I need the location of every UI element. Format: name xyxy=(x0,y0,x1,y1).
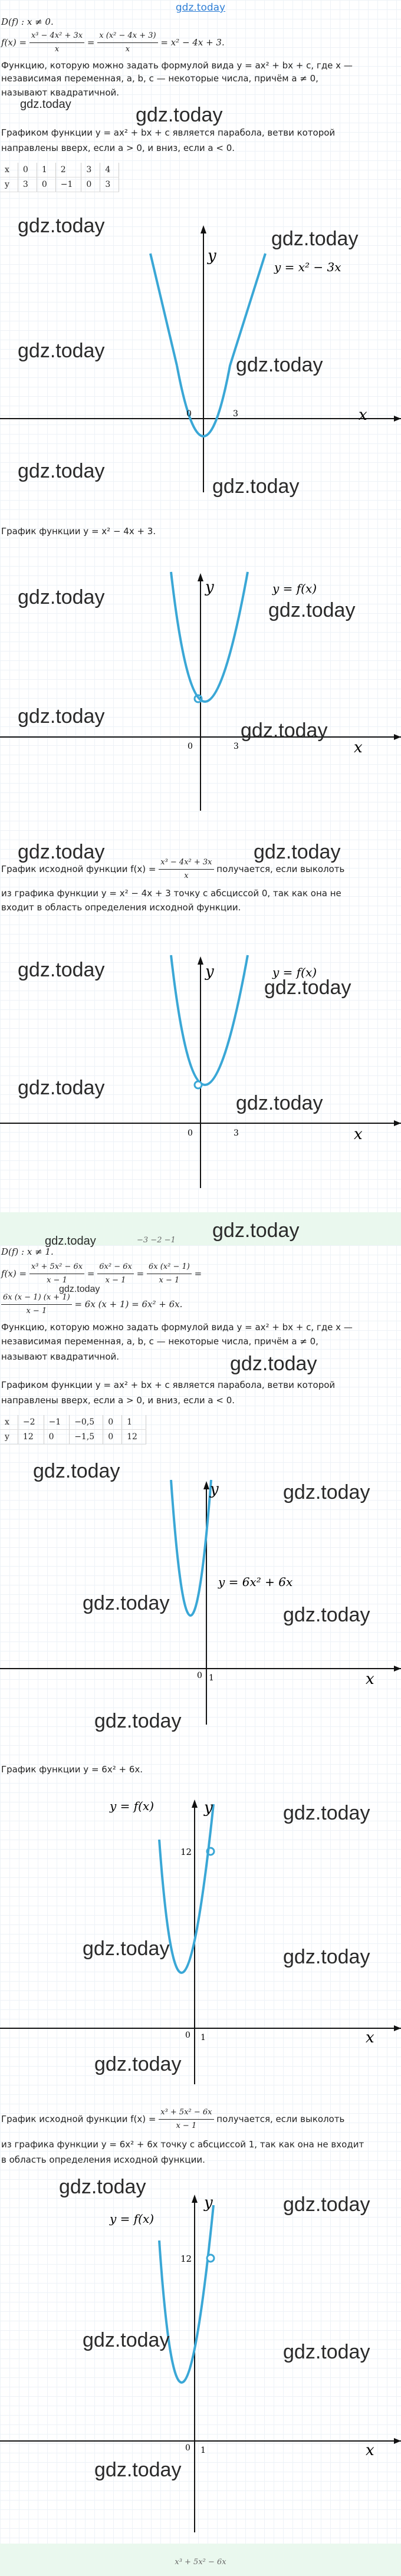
x-axis-arrow-icon xyxy=(394,1666,401,1672)
origin-label: 0 xyxy=(188,1129,193,1138)
y-axis-arrow-icon xyxy=(198,956,203,965)
table-cell: 12 xyxy=(122,1430,146,1445)
quadratic-definition-3: называют квадратичной. xyxy=(1,1351,120,1362)
quadratic-definition-2: независимая переменная, a, b, c — некоторые числа, причём a ≠ 0, xyxy=(1,73,318,84)
graph-5 xyxy=(0,1792,401,2087)
denominator: x xyxy=(184,871,189,880)
table-row-x xyxy=(0,163,119,177)
watermark: gdz.today xyxy=(83,1937,170,1960)
watermark: gdz.today xyxy=(18,215,105,237)
x-axis-label: x xyxy=(354,739,363,756)
x-axis-label: x xyxy=(354,1126,363,1143)
watermark: gdz.today xyxy=(18,586,105,608)
denominator: x − 1 xyxy=(26,1307,47,1315)
formula-prefix: f(x) = xyxy=(1,37,27,48)
table-cell: 1 xyxy=(122,1415,146,1430)
watermark: gdz.today xyxy=(18,841,105,863)
fraction xyxy=(97,29,157,56)
table-row-x xyxy=(0,1415,146,1430)
watermark: gdz.today xyxy=(45,1235,96,1248)
site-link[interactable]: gdz.today xyxy=(175,2,226,14)
x-axis-label: x xyxy=(366,2442,374,2459)
y-axis-arrow-icon xyxy=(192,1799,198,1808)
watermark: gdz.today xyxy=(136,104,223,126)
x-axis-arrow-icon xyxy=(394,734,401,740)
table-cell: 3 xyxy=(18,177,37,192)
table-cell: 0 xyxy=(103,1430,122,1445)
watermark: gdz.today xyxy=(268,599,356,621)
final-prefix: График исходной функции f(x) = xyxy=(1,864,156,874)
x-axis-label: x xyxy=(366,1670,374,1688)
tick-label: 1 xyxy=(200,2446,206,2455)
x-axis-arrow-icon xyxy=(394,2025,401,2031)
curve-label: y = x² − 3x xyxy=(274,260,341,274)
watermark: gdz.today xyxy=(283,1481,370,1504)
domain-line: D(f) : x ≠ 1. xyxy=(1,1246,54,1257)
watermark: gdz.today xyxy=(33,1460,120,1482)
caption-graph-5: График функции y = 6x² + 6x. xyxy=(1,1764,143,1775)
parabola-curve xyxy=(171,1480,211,1616)
final-statement-1 xyxy=(1,2106,344,2133)
table-cell: 3 xyxy=(100,177,119,192)
table-cell: 0 xyxy=(44,1430,70,1445)
numerator: x³ + 5x² − 6x xyxy=(29,1261,84,1274)
fraction xyxy=(29,1261,84,1287)
tick-label: 1 xyxy=(209,1673,214,1683)
watermark: gdz.today xyxy=(241,719,328,742)
watermark: gdz.today xyxy=(18,959,105,981)
graph-4 xyxy=(0,1474,401,1728)
watermark: gdz.today xyxy=(94,2053,182,2075)
table-cell: 0 xyxy=(103,1415,122,1430)
table-cell: 1 xyxy=(37,163,55,177)
origin-label: 0 xyxy=(188,742,193,751)
watermark: gdz.today xyxy=(264,976,351,999)
denominator: x xyxy=(125,45,130,54)
excluded-point-marker xyxy=(195,1081,202,1088)
tick-label-12: 12 xyxy=(180,2253,192,2264)
denominator: x − 1 xyxy=(176,2121,197,2130)
graph-6-svg xyxy=(0,2193,401,2535)
bottom-band-text: x³ + 5x² − 6x xyxy=(175,2558,226,2567)
simplified-formula-line-2 xyxy=(1,1291,182,1318)
quadratic-definition-1: Функцию, которую можно задать формулой вида y = ax² + bx + c, где x — xyxy=(1,1322,353,1333)
origin-label: 0 xyxy=(186,409,192,419)
watermark: gdz.today xyxy=(236,1092,323,1114)
numerator: 6x² − 6x xyxy=(97,1261,134,1274)
numerator: x³ − 4x² + 3x xyxy=(29,29,84,43)
table-cell: 0 xyxy=(81,177,100,192)
watermark: gdz.today xyxy=(212,475,300,498)
watermark: gdz.today xyxy=(18,705,105,728)
simplified-formula xyxy=(1,29,225,56)
table-cell: 4 xyxy=(100,163,119,177)
y-axis-arrow-icon xyxy=(200,225,206,233)
denominator: x − 1 xyxy=(105,1276,126,1285)
numerator: 6x (x − 1) (x + 1) xyxy=(1,1291,72,1305)
final-statement-2: из графика функции y = x² − 4x + 3 точку с абсциссой 0, так как она не xyxy=(1,888,341,899)
fraction xyxy=(147,1261,192,1287)
x-axis-arrow-icon xyxy=(394,416,401,422)
watermark: gdz.today xyxy=(59,2176,146,2198)
table-cell: x xyxy=(0,1415,18,1430)
watermark: gdz.today xyxy=(283,1802,370,1824)
numerator: x (x² − 4x + 3) xyxy=(97,29,157,43)
x-axis-arrow-icon xyxy=(394,2438,401,2444)
watermark: gdz.today xyxy=(271,228,359,250)
caption-graph-2: График функции y = x² − 4x + 3. xyxy=(1,526,156,537)
curve-label: y = f(x) xyxy=(272,965,317,979)
table-row-y xyxy=(0,1430,146,1445)
x-axis-arrow-icon xyxy=(394,1120,401,1126)
watermark: gdz.today xyxy=(283,2341,370,2363)
denominator: x − 1 xyxy=(159,1276,180,1285)
watermark: gdz.today xyxy=(83,2329,170,2351)
table-cell: x xyxy=(0,163,18,177)
parabola-rule-1: Графиком функции y = ax² + bx + c является парабола, ветви которой xyxy=(1,1380,336,1390)
y-axis-label: y xyxy=(204,2194,213,2212)
excluded-point-marker xyxy=(207,2255,214,2262)
watermark: gdz.today xyxy=(254,841,341,863)
watermark: gdz.today xyxy=(18,1077,105,1099)
y-axis-label: y xyxy=(210,1481,219,1498)
x-axis-label: x xyxy=(366,2029,374,2047)
final-prefix: График исходной функции f(x) = xyxy=(1,2114,156,2124)
final-suffix: получается, если выколоть xyxy=(216,2114,345,2124)
watermark: gdz.today xyxy=(59,1284,100,1294)
table-cell: y xyxy=(0,177,18,192)
curve-label: y = f(x) xyxy=(272,581,317,596)
tick-label: 3 xyxy=(233,409,238,419)
equals: = xyxy=(136,1268,144,1279)
simplified-formula xyxy=(1,1261,202,1287)
parabola-rule-2: направлены вверх, если a > 0, и вниз, если a < 0. xyxy=(1,1395,235,1406)
y-axis-arrow-icon xyxy=(203,1481,209,1489)
watermark: gdz.today xyxy=(283,1946,370,1968)
watermark: gdz.today xyxy=(283,2193,370,2216)
watermark: gdz.today xyxy=(230,1353,317,1375)
final-suffix: получается, если выколоть xyxy=(216,864,345,874)
y-axis-label: y xyxy=(205,578,214,596)
table-cell: −1,5 xyxy=(70,1430,103,1445)
watermark: gdz.today xyxy=(83,1592,170,1614)
parabola-rule-1: Графиком функции y = ax² + bx + c является парабола, ветви которой xyxy=(1,127,336,138)
site-header xyxy=(0,0,401,15)
tick-label: 3 xyxy=(234,742,239,751)
formula-prefix: f(x) = xyxy=(1,1268,27,1279)
denominator: x − 1 xyxy=(47,1276,67,1285)
curve-label: y = 6x² + 6x xyxy=(218,1575,293,1589)
graph-5-svg xyxy=(0,1792,401,2087)
fraction xyxy=(1,1291,72,1318)
watermark: gdz.today xyxy=(283,1604,370,1626)
origin-label: 0 xyxy=(185,2443,190,2453)
denominator: x xyxy=(54,45,60,54)
tick-label: 1 xyxy=(200,2033,206,2042)
watermark: gdz.today xyxy=(94,1710,182,1732)
table-cell: 12 xyxy=(18,1430,44,1445)
watermark: gdz.today xyxy=(18,340,105,362)
y-axis-label: y xyxy=(208,247,216,265)
curve-label: y = f(x) xyxy=(110,1799,155,1813)
watermark: gdz.today xyxy=(212,1219,300,1242)
quadratic-definition-3: называют квадратичной. xyxy=(1,87,120,98)
table-cell: −1 xyxy=(55,177,81,192)
fraction xyxy=(29,29,84,56)
graph-4-svg xyxy=(0,1474,401,1728)
x-axis-label: x xyxy=(359,406,367,424)
equals: = xyxy=(87,1268,95,1279)
fraction xyxy=(159,856,213,883)
table-cell: −2 xyxy=(18,1415,44,1430)
fraction xyxy=(159,2106,213,2133)
y-axis-label: y xyxy=(205,963,214,981)
parabola-curve xyxy=(159,2205,213,2383)
table-cell: 3 xyxy=(81,163,100,177)
table-cell: −0,5 xyxy=(70,1415,103,1430)
y-axis-arrow-icon xyxy=(198,573,203,581)
y-axis-label: y xyxy=(204,1799,213,1817)
table-cell: 0 xyxy=(37,177,55,192)
equals: = xyxy=(87,37,95,48)
table-cell: −1 xyxy=(44,1415,70,1430)
watermark: gdz.today xyxy=(20,98,71,111)
origin-label: 0 xyxy=(197,1671,202,1680)
table-cell: y xyxy=(0,1430,18,1445)
quadratic-definition-1: Функцию, которую можно задать формулой вида y = ax² + bx + c, где x — xyxy=(1,60,353,71)
table-row-y xyxy=(0,177,119,192)
parabola-rule-2: направлены вверх, если a > 0, и вниз, если a < 0. xyxy=(1,143,235,153)
graph-6 xyxy=(0,2193,401,2535)
tick-label: 3 xyxy=(234,1129,239,1138)
final-statement-3: в область определения исходной функции. xyxy=(1,2154,205,2165)
domain-line: D(f) : x ≠ 0. xyxy=(1,17,54,27)
numerator: x³ + 5x² − 6x xyxy=(159,2106,213,2120)
watermark: gdz.today xyxy=(18,460,105,482)
tick-label-12: 12 xyxy=(180,1847,192,1857)
watermark: gdz.today xyxy=(94,2459,182,2481)
fraction xyxy=(97,1261,134,1287)
curve-label: y = f(x) xyxy=(110,2212,155,2226)
y-axis-arrow-icon xyxy=(192,2195,198,2203)
quadratic-definition-2: независимая переменная, a, b, c — некоторые числа, причём a ≠ 0, xyxy=(1,1336,318,1347)
band-text: −3 −2 −1 xyxy=(137,1236,176,1245)
table-cell: 0 xyxy=(18,163,37,177)
formula-end: = x² − 4x + 3. xyxy=(160,37,225,48)
table-cell: 2 xyxy=(55,163,81,177)
values-table xyxy=(0,1415,146,1445)
numerator: x³ − 4x² + 3x xyxy=(159,856,213,870)
values-table xyxy=(0,163,119,192)
origin-label: 0 xyxy=(185,2031,190,2040)
formula-end: = 6x (x + 1) = 6x² + 6x. xyxy=(74,1299,183,1310)
parabola-left-branch xyxy=(150,254,177,366)
equals: = xyxy=(194,1268,202,1279)
final-statement-3: входит в область определения исходной функции. xyxy=(1,902,241,913)
watermark: gdz.today xyxy=(236,354,323,376)
final-statement-2: из графика функции y = 6x² + 6x точку с абсциссой 1, так как она не входит xyxy=(1,2139,364,2150)
numerator: 6x (x² − 1) xyxy=(147,1261,192,1274)
